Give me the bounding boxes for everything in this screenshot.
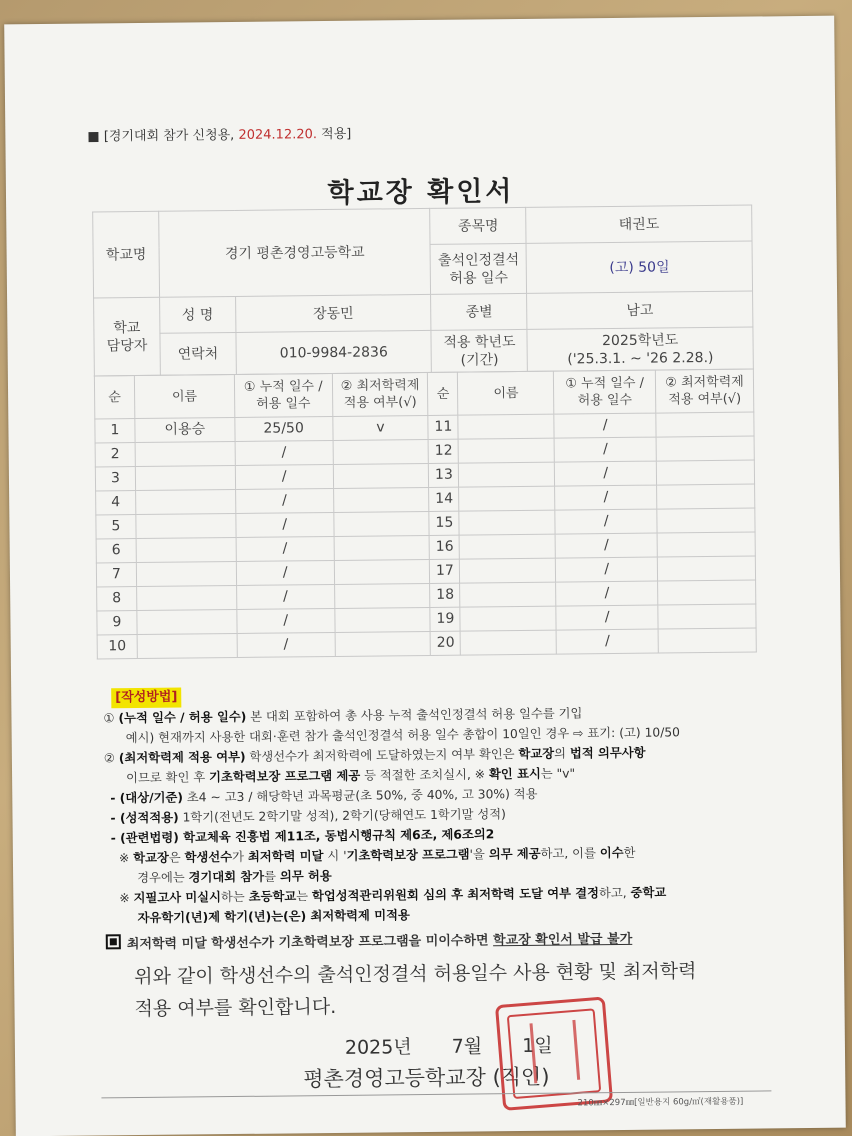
confirmation-statement	[134, 954, 775, 1025]
roster-left-days-cell: /	[237, 608, 335, 633]
inst-bold: 의무 허용	[279, 868, 332, 884]
contact-label: 연락처	[160, 332, 236, 375]
inst-text: ※	[119, 891, 134, 906]
roster-right-days-cell: /	[556, 557, 658, 582]
inst-bold: (최저학력제 적용 여부)	[118, 749, 246, 766]
inst-num: ②	[103, 751, 115, 766]
header-min-line1: ② 최저학력제	[340, 378, 420, 394]
date-day: 1일	[522, 1034, 553, 1058]
inst-text: 는	[296, 889, 313, 904]
header-seq-right: 순	[428, 372, 458, 415]
roster-left-seq-cell: 4	[96, 491, 136, 515]
inst-bold: 학업성적관리위원회 심의 후 최저학력 도달 여부 결정	[311, 886, 600, 904]
statement-line2: 적용 여부를 확인합니다.	[134, 995, 337, 1021]
roster-left-seq-cell: 10	[97, 635, 137, 659]
roster-left-min-cell	[333, 439, 429, 464]
roster-left-days-cell: /	[236, 512, 334, 537]
roster-right-name-cell	[460, 582, 556, 607]
square-bullet-icon	[106, 934, 121, 949]
roster-left-min-cell	[333, 487, 429, 512]
roster-left-min-cell	[334, 535, 430, 560]
roster-right-seq-cell: 13	[429, 463, 459, 487]
header-min-right-line1: ② 최저학력제	[665, 374, 744, 391]
roster-right-seq-cell: 19	[430, 607, 460, 631]
roster-left-days-cell: 25/50	[235, 416, 333, 441]
header-days-right-line2: 허용 일수	[577, 392, 633, 409]
roster-right-seq-cell: 11	[428, 415, 458, 439]
roster-left-days-cell: /	[235, 488, 333, 513]
inst-bold: 이수	[599, 845, 624, 861]
roster-left-min-cell	[334, 559, 430, 584]
header-days	[234, 373, 332, 417]
year-value	[527, 327, 753, 371]
name-value: 장동민	[235, 294, 431, 332]
inst-text: 하고, 이를	[540, 846, 600, 861]
allowance-value: (고) 50일	[526, 241, 752, 293]
inst-bold: (누적 일수 / 허용 일수)	[118, 709, 247, 726]
instruction-line: 예시) 현재까지 사용한 대회·훈련 참가 출석인정결석 허용 일수 총합이 10일인 경우 ⇨ 표기: (고) 10/50	[125, 725, 681, 746]
warning-line	[106, 927, 776, 955]
inst-bold: 확인 표시	[488, 766, 541, 782]
roster-left-days-cell: /	[237, 632, 335, 657]
roster-left-min-cell	[335, 631, 431, 656]
roster-right-days-cell: /	[556, 581, 658, 606]
instructions	[103, 680, 776, 955]
inst-text: '을	[469, 847, 489, 862]
roster-left-min-cell	[334, 607, 430, 632]
inst-bold: 학생선수	[184, 850, 233, 865]
header-name: 이름	[134, 374, 234, 418]
roster-left-seq-cell: 3	[95, 467, 135, 491]
roster-right-days-cell: /	[556, 629, 658, 654]
type-label: 종별	[431, 293, 527, 330]
header-min-right-line2: 적용 여부(√)	[668, 391, 742, 408]
inst-bold: 의무 제공	[488, 846, 541, 862]
form-label-prefix: ■ [경기대회 참가 신청용,	[87, 127, 235, 145]
inst-bold: 법적 의무사항	[569, 745, 646, 761]
roster-right-min-cell	[656, 412, 754, 437]
roster-left-name-cell	[135, 465, 235, 490]
roster-right-name-cell	[460, 606, 556, 631]
roster-left-days-cell: /	[236, 536, 334, 561]
roster-left-days-cell: /	[235, 440, 333, 465]
allowance-label-line2: 허용 일수	[449, 269, 509, 287]
roster-right-name-cell	[460, 534, 556, 559]
inst-text: 경우에는	[137, 870, 189, 886]
inst-bold: 중학교	[630, 885, 667, 900]
roster-right-seq-cell: 17	[430, 559, 460, 583]
roster-right-name-cell	[461, 630, 557, 655]
year-value-line2: ('25.3.1. ~ '26 2.28.)	[567, 349, 714, 367]
roster-left-name-cell	[137, 585, 237, 610]
inst-bold: 지필고사 미실시	[133, 890, 222, 906]
roster-right-min-cell	[658, 604, 756, 629]
instructions-title: [작성방법]	[111, 688, 181, 709]
roster-left-seq-cell: 1	[95, 419, 135, 443]
roster-right-min-cell	[658, 580, 756, 605]
contact-value: 010-9984-2836	[236, 330, 432, 374]
inst-text: 은	[168, 850, 185, 865]
header-seq: 순	[94, 376, 134, 419]
inst-text: 학생선수가 최저학력에 도달하였는지 여부 확인은	[245, 747, 519, 764]
form-label-suffix: 적용]	[321, 126, 352, 143]
document-page	[4, 16, 846, 1136]
inst-text: 의	[554, 746, 570, 761]
roster-right-name-cell	[459, 438, 555, 463]
roster-left-seq-cell: 5	[96, 515, 136, 539]
event-value: 태권도	[526, 205, 752, 243]
inst-bold: 자유학기(년)제 학기(년)는(은) 최저학력제 미적용	[137, 908, 410, 926]
year-value-line1: 2025학년도	[602, 331, 679, 349]
inst-bold: - (대상/기준)	[110, 790, 184, 806]
roster-right-name-cell	[459, 462, 555, 487]
roster-right-days-cell: /	[555, 485, 657, 510]
roster-right-min-cell	[656, 460, 754, 485]
roster-left-name-cell	[136, 489, 236, 514]
roster-left-name-cell: 이용승	[135, 417, 235, 442]
header-min-right	[655, 369, 753, 413]
inst-bold: - (성적적용)	[110, 810, 179, 826]
roster-right-min-cell	[656, 436, 754, 461]
document-title: 학교장 확인서	[327, 176, 515, 209]
paper-spec: 210㎜×297㎜[일반용지 60g/㎡(재활용품)]	[577, 1096, 744, 1109]
inst-text: 를	[264, 869, 281, 884]
manager-label-line1: 학교	[113, 319, 141, 336]
roster-right-name-cell	[460, 558, 556, 583]
school-name: 경기 평촌경영고등학교	[159, 208, 431, 297]
inst-text: 시 '	[323, 848, 347, 864]
inst-text: 이므로 확인 후	[126, 770, 210, 786]
roster-right-seq-cell: 20	[431, 631, 461, 655]
roster-right-min-cell	[657, 556, 755, 581]
inst-bold: - (관련법령) 학교체육 진흥법 제11조, 동법시행규칙 제6조, 제6조의2	[110, 827, 495, 846]
roster-left-days-cell: /	[235, 464, 333, 489]
header-days-right	[554, 370, 656, 414]
roster-left-seq-cell: 8	[97, 587, 137, 611]
date-year: 2025년	[344, 1036, 412, 1059]
roster-right-seq-cell: 15	[429, 511, 459, 535]
inst-bold: 기초학력보장 프로그램 제공	[209, 768, 361, 785]
roster-right-min-cell	[658, 628, 756, 653]
roster-left-min-cell: v	[332, 415, 428, 440]
roster-right-min-cell	[657, 532, 755, 557]
roster-header-row	[94, 369, 753, 419]
manager-label-line2: 담당자	[106, 337, 148, 354]
inst-text: 본 대회 포함하여 총 사용 누적 출석인정결석 허용 일수를 기입	[246, 706, 583, 724]
roster-left-name-cell	[137, 609, 237, 634]
roster-right-seq-cell: 18	[430, 583, 460, 607]
roster-left-days-cell: /	[236, 584, 334, 609]
roster-left-days-cell: /	[236, 560, 334, 585]
roster-right-days-cell: /	[554, 413, 656, 438]
year-label-line2: (기간)	[460, 351, 499, 369]
warning-text: 최저학력 미달 학생선수가 기초학력보장 프로그램을 미이수하면	[126, 933, 494, 953]
info-table	[92, 205, 754, 377]
roster-left-name-cell	[136, 561, 236, 586]
header-days-right-line1: ① 누적 일수 /	[565, 375, 645, 392]
inst-text: 는 "v"	[540, 766, 576, 781]
inst-text: 초4 ~ 고3 / 해당학년 과목평균(초 50%, 중 40%, 고 30%) 적용	[182, 786, 538, 805]
inst-text: 하고,	[598, 885, 631, 901]
inst-text: ※	[118, 851, 134, 866]
inst-text: 등 적절한 조치실시, ※	[360, 767, 490, 783]
warning-underlined: 학교장 확인서 발급 불가	[492, 931, 633, 949]
roster-right-days-cell: /	[556, 605, 658, 630]
roster-right-days-cell: /	[554, 437, 656, 462]
roster-left-min-cell	[333, 511, 429, 536]
roster-right-min-cell	[657, 484, 755, 509]
header-min-line2: 적용 여부(√)	[343, 395, 417, 411]
roster-right-seq-cell: 12	[429, 439, 459, 463]
inst-bold: 기초학력보장 프로그램	[346, 847, 470, 863]
roster-right-name-cell	[459, 510, 555, 535]
roster-left-min-cell	[334, 583, 430, 608]
school-label: 학교명	[93, 211, 160, 298]
allowance-label	[430, 243, 526, 294]
inst-text: 한	[623, 845, 636, 860]
roster-left-seq-cell: 7	[96, 563, 136, 587]
form-label	[87, 123, 351, 145]
signature-line: 평촌경영고등학교장 (직인)	[303, 1064, 550, 1092]
year-label	[431, 329, 527, 372]
form-label-date: 2024.12.20.	[238, 127, 318, 143]
roster-table	[94, 369, 757, 660]
header-min	[332, 372, 428, 416]
inst-num: ①	[103, 711, 115, 726]
roster-right-seq-cell: 14	[429, 487, 459, 511]
roster-left-name-cell	[136, 537, 236, 562]
event-label: 종목명	[430, 207, 526, 244]
allowance-label-line1: 출석인정결석	[437, 251, 520, 269]
manager-label	[94, 297, 161, 376]
roster-right-name-cell	[458, 414, 554, 439]
roster-right-min-cell	[657, 508, 755, 533]
inst-bold: 초등학교	[248, 889, 297, 904]
roster-left-min-cell	[333, 463, 429, 488]
inst-text: 하는	[220, 889, 249, 905]
roster-right-days-cell: /	[555, 461, 657, 486]
type-value: 남고	[527, 291, 753, 329]
roster-right-days-cell: /	[555, 509, 657, 534]
roster-right-days-cell: /	[555, 533, 657, 558]
statement-line1: 위와 같이 학생선수의 출석인정결석 허용일수 사용 현황 및 최저학력	[134, 960, 697, 989]
roster-right-name-cell	[459, 486, 555, 511]
roster-left-name-cell	[137, 633, 237, 658]
header-days-line2: 허용 일수	[256, 396, 311, 412]
roster-left-seq-cell: 2	[95, 443, 135, 467]
header-days-line1: ① 누적 일수 /	[243, 379, 323, 395]
year-label-line1: 적용 학년도	[443, 333, 516, 351]
header-name-right: 이름	[458, 371, 554, 415]
roster-left-name-cell	[135, 441, 235, 466]
roster-left-name-cell	[136, 513, 236, 538]
roster-left-seq-cell: 9	[97, 611, 137, 635]
roster-right-seq-cell: 16	[430, 535, 460, 559]
inst-bold: 경기대회 참가	[188, 869, 265, 885]
name-label: 성 명	[159, 296, 235, 333]
inst-text: 가	[232, 849, 248, 865]
date-month: 7월	[451, 1035, 483, 1058]
inst-bold: 학교장	[133, 850, 169, 866]
inst-bold: 학교장	[518, 746, 555, 762]
inst-text: 1학기(전년도 2학기말 성적), 2학기(당해연도 1학기말 성적)	[178, 807, 507, 825]
roster-left-seq-cell: 6	[96, 539, 136, 563]
inst-bold: 최저학력 미달	[247, 849, 324, 864]
